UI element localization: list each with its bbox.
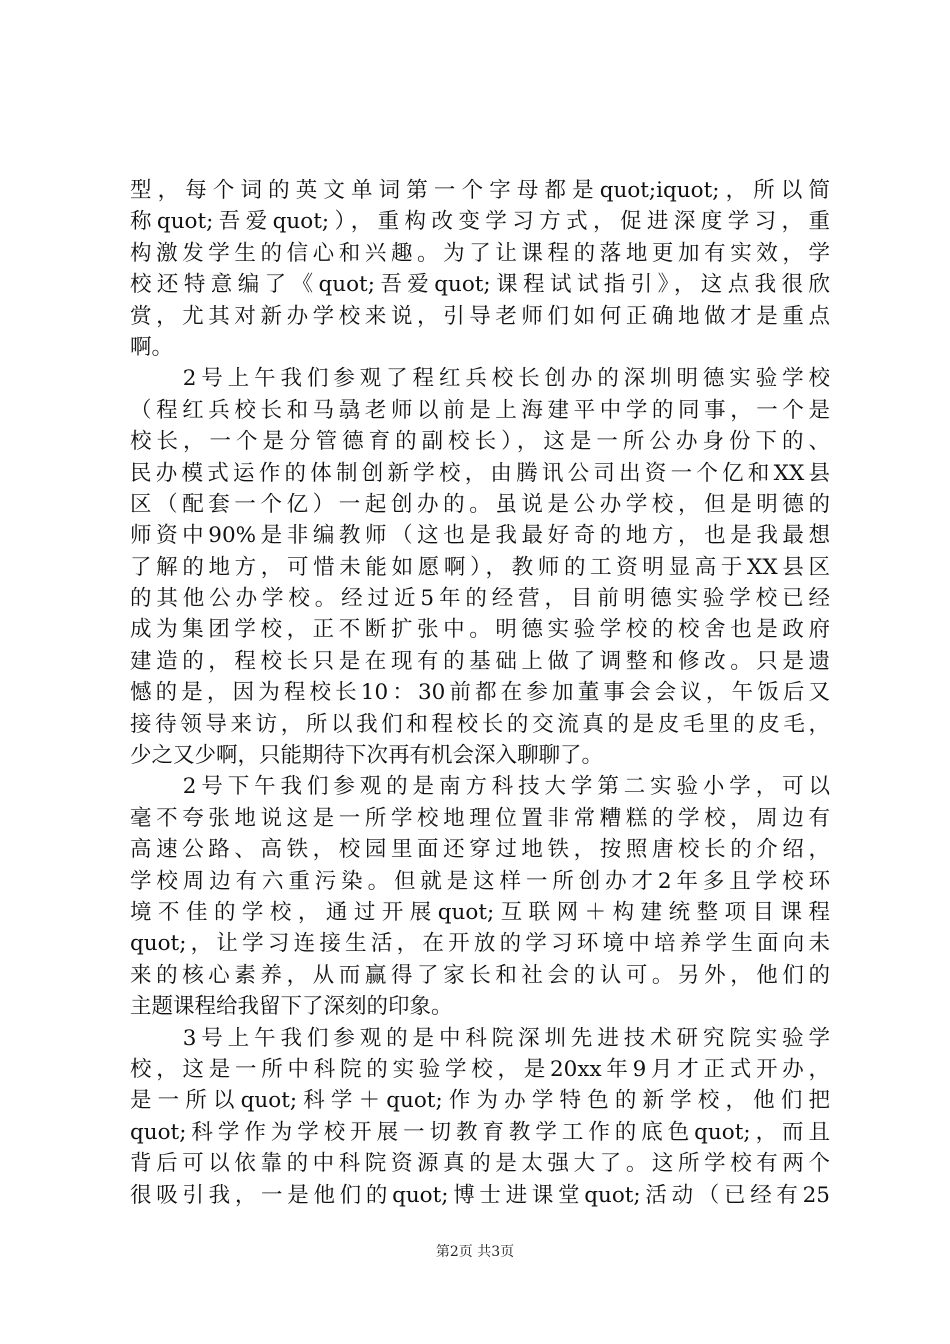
- text-line: 主题课程给我留下了深刻的印象。: [130, 994, 453, 1020]
- text-line: 建造的，程校长只是在现有的基础上做了调整和修改。只是遗: [130, 648, 830, 674]
- text-line: 少之又少啊，只能期待下次再有机会深入聊聊了。: [130, 743, 604, 769]
- text-line: 民办模式运作的体制创新学校，由腾讯公司出资一个亿和XX县: [130, 460, 830, 486]
- text-line: 3号上午我们参观的是中科院深圳先进技术研究院实验学: [130, 1025, 830, 1051]
- text-line: 校，这是一所中科院的实验学校，是20xx年9月才正式开办，: [130, 1056, 830, 1082]
- text-line: 毫不夸张地说这是一所学校地理位置非常糟糕的学校，周边有: [130, 805, 830, 831]
- text-line: 的其他公办学校。经过近5年的经营，目前明德实验学校已经: [130, 586, 830, 612]
- text-line: 来的核心素养，从而赢得了家长和社会的认可。另外，他们的: [130, 962, 830, 988]
- text-line: 是一所以quot;科学＋quot;作为办学特色的新学校，他们把: [130, 1088, 830, 1114]
- text-line: 憾的是，因为程校长10：30前都在参加董事会会议，午饭后又: [130, 680, 830, 706]
- text-line: 很吸引我，一是他们的quot;博士进课堂quot;活动（已经有25: [130, 1182, 830, 1208]
- text-line: 了解的地方，可惜未能如愿啊），教师的工资明显高于XX县区: [130, 554, 830, 580]
- text-line: 校长，一个是分管德育的副校长），这是一所公办身份下的、: [130, 429, 830, 455]
- text-line: 赏，尤其对新办学校来说，引导老师们如何正确地做才是重点: [130, 303, 830, 329]
- text-line: 型，每个词的英文单词第一个字母都是quot;iquot;，所以简: [130, 178, 830, 203]
- text-line: 构激发学生的信心和兴趣。为了让课程的落地更加有实效，学: [130, 240, 830, 266]
- text-line: （程红兵校长和马骉老师以前是上海建平中学的同事，一个是: [130, 397, 830, 423]
- text-line: 啊。: [130, 334, 174, 360]
- text-line: 校还特意编了《quot;吾爱quot;课程试试指引》，这点我很欣: [130, 272, 830, 298]
- text-line: 高速公路、高铁，校园里面还穿过地铁，按照唐校长的介绍，: [130, 837, 830, 863]
- text-line: 学校周边有六重污染。但就是这样一所创办才2年多且学校环: [130, 868, 830, 894]
- text-line: 2号上午我们参观了程红兵校长创办的深圳明德实验学校: [130, 366, 830, 392]
- text-line: 背后可以依靠的中科院资源真的是太强大了。这所学校有两个: [130, 1151, 830, 1177]
- text-line: 2号下午我们参观的是南方科技大学第二实验小学，可以: [130, 774, 830, 800]
- text-line: 称quot;吾爱quot;），重构改变学习方式，促进深度学习，重: [130, 209, 830, 235]
- page-footer: 第2页 共3页: [435, 1244, 515, 1260]
- text-line: 师资中90%是非编教师（这也是我最好奇的地方，也是我最想: [130, 523, 830, 549]
- text-line: quot;，让学习连接生活，在开放的学习环境中培养学生面向未: [130, 931, 830, 957]
- text-line: 接待领导来访，所以我们和程校长的交流真的是皮毛里的皮毛，: [130, 711, 830, 737]
- text-line: 成为集团学校，正不断扩张中。明德实验学校的校舍也是政府: [130, 617, 830, 643]
- text-line: 境不佳的学校，通过开展quot;互联网＋构建统整项目课程: [130, 899, 830, 925]
- text-line: quot;科学作为学校开展一切教育教学工作的底色quot;，而且: [130, 1119, 830, 1145]
- text-line: 区（配套一个亿）一起创办的。虽说是公办学校，但是明德的: [130, 491, 830, 517]
- document-body: [130, 175, 830, 1211]
